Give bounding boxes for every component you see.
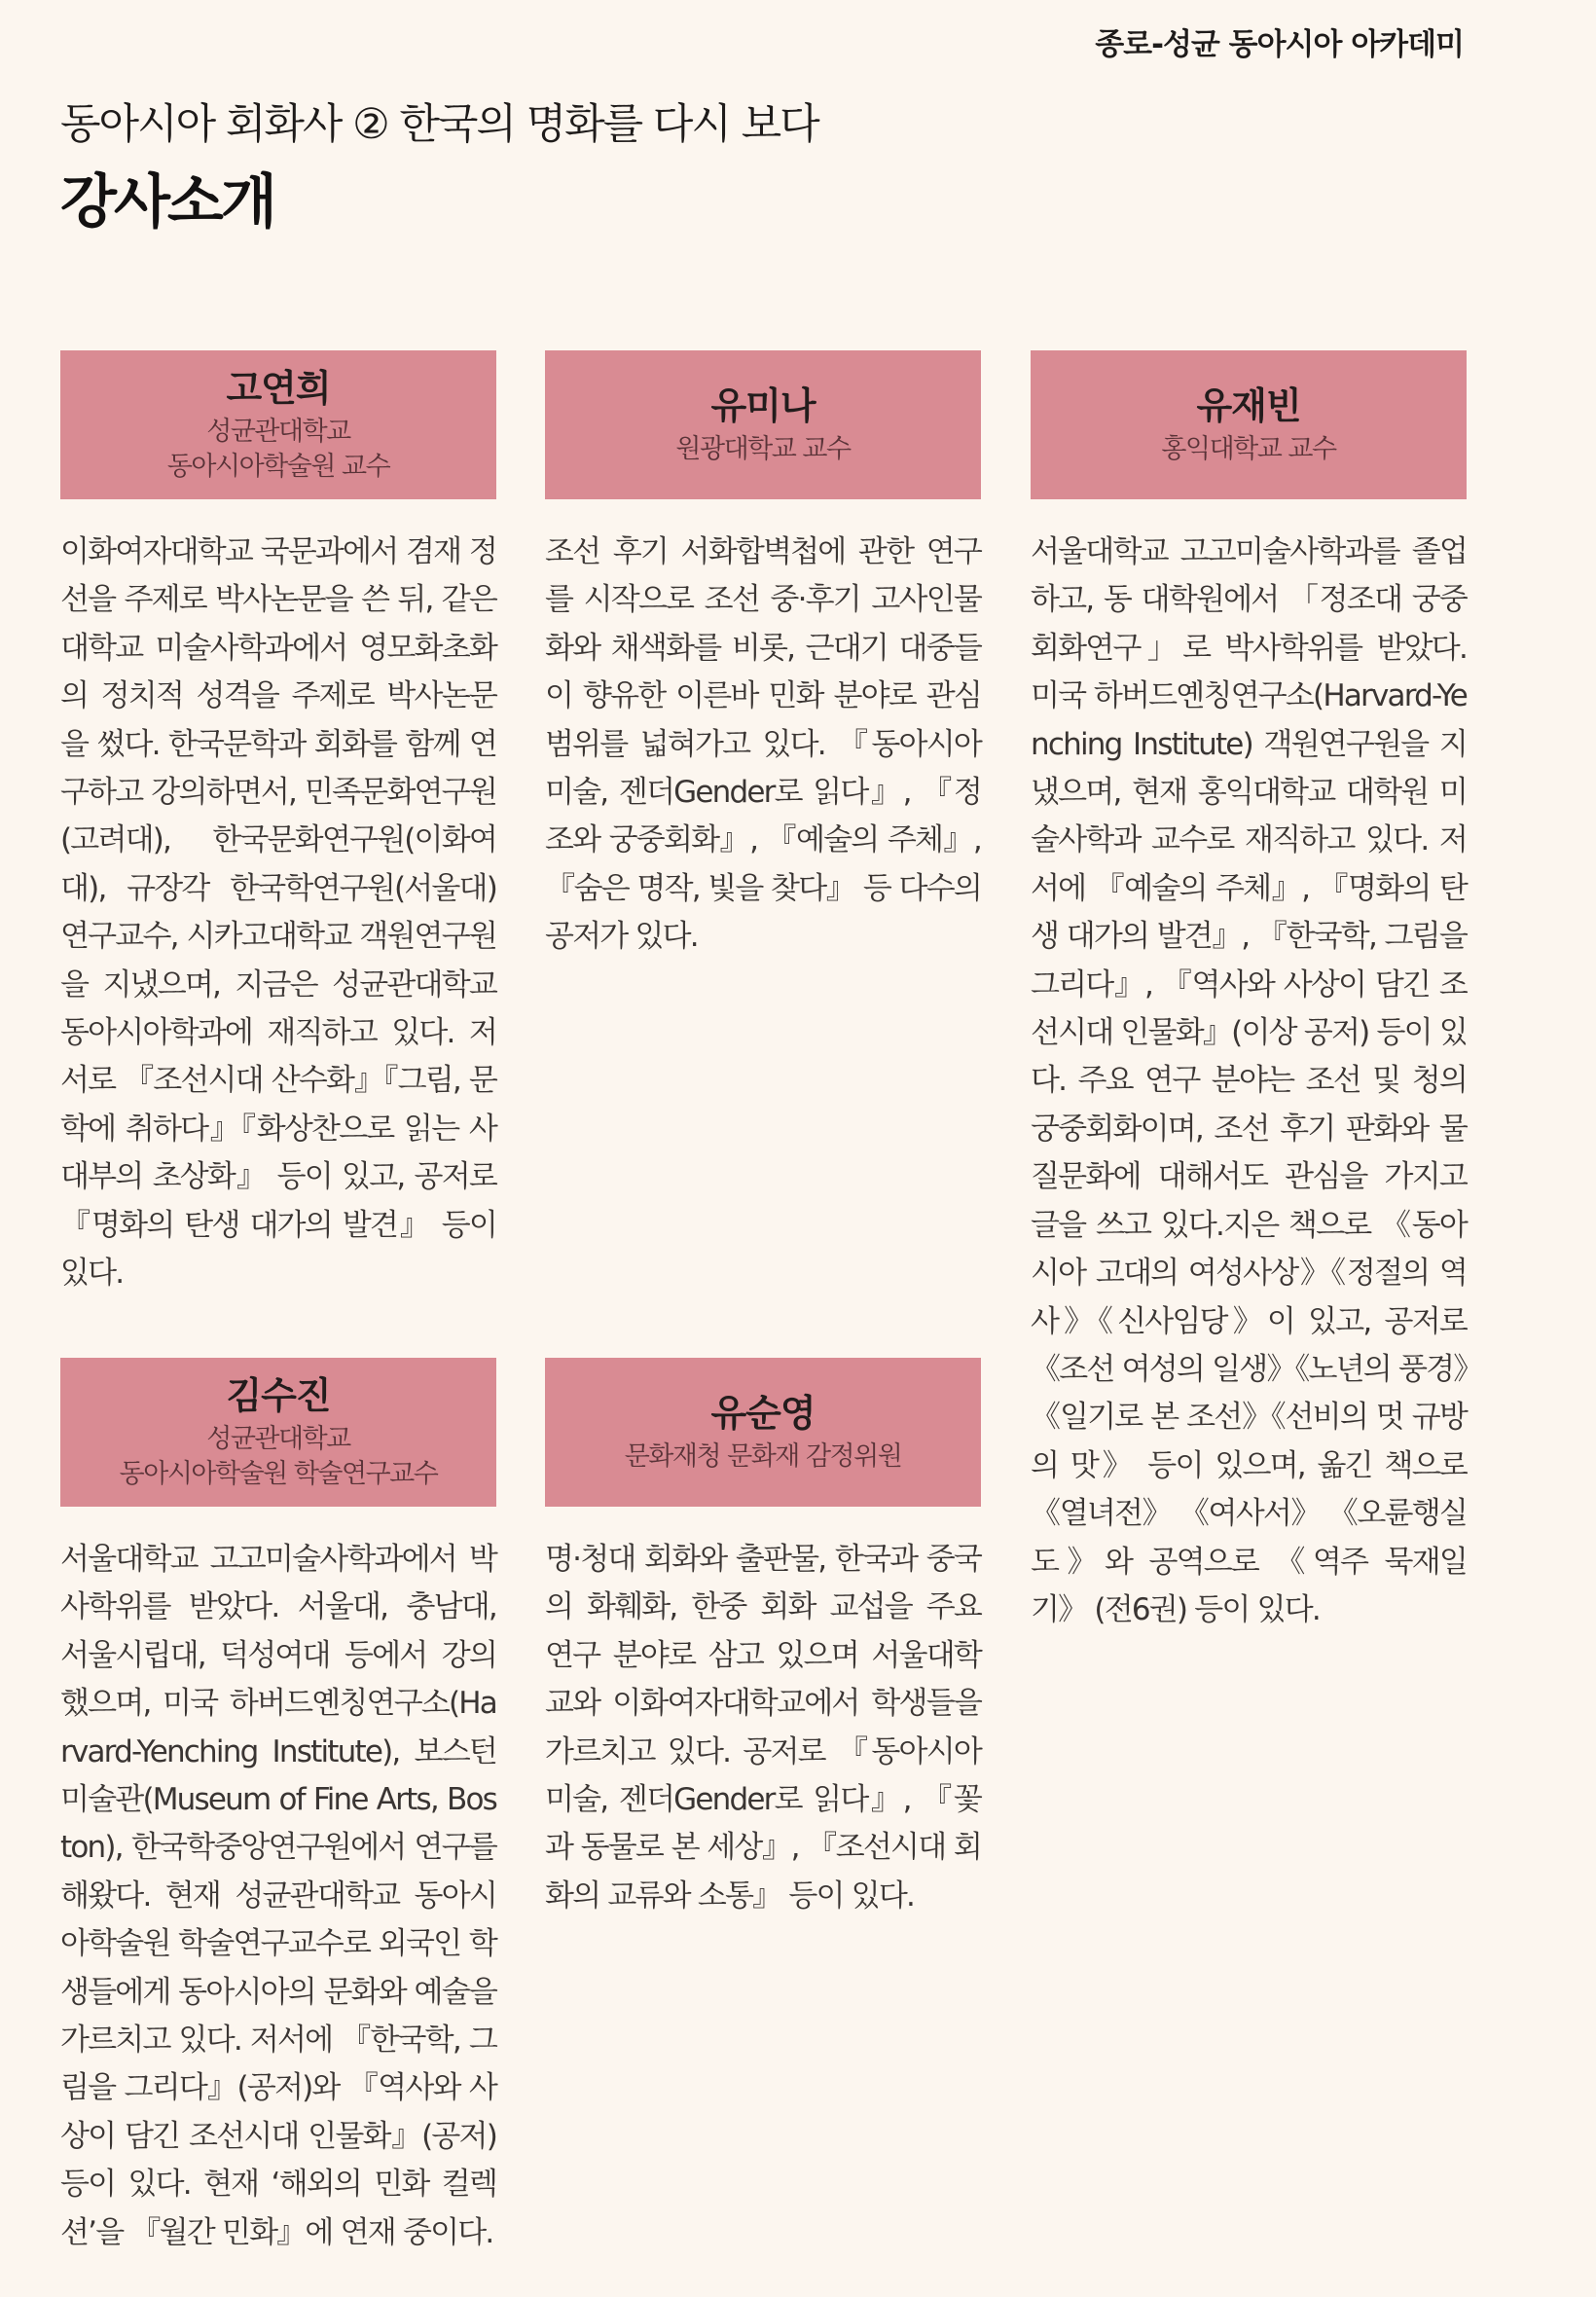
lecturer-affiliation-line: 성균관대학교	[206, 1423, 350, 1454]
lecturer-affiliation-line: 원광대학교 교수	[675, 433, 851, 464]
lecturer-card-yusunyeong	[545, 1358, 981, 1920]
lecturer-name: 김수진	[226, 1373, 331, 1417]
lecturer-name: 유재빈	[1196, 383, 1301, 427]
lecturer-bio: 조선 후기 서화합벽첩에 관한 연구를 시작으로 조선 중·후기 고사인물화와 채색화를 비롯, 근대기 대중들이 향유한 이른바 민화 분야로 관심 범위를 넓혀가고 있다. 『동아시아 미술, 젠더Gender로 읽다』, 『정조와 궁중회화』, 『예술의 주체』, 『숨은 명작, 빛을 찾다』 등 다수의 공저가 있다.	[545, 534, 981, 955]
lecturer-name-box	[1031, 350, 1467, 499]
lecturer-name-box	[545, 350, 981, 499]
lecturer-name-box	[545, 1358, 981, 1507]
lecturer-card-yumina	[545, 350, 981, 962]
lecturer-name-box	[60, 1358, 496, 1507]
lecturer-card-yujaebin	[1031, 350, 1467, 1634]
lecturer-name: 유순영	[710, 1391, 816, 1435]
lecturer-affiliation-line: 동아시아학술원 학술연구교수	[119, 1458, 438, 1489]
series-title: 동아시아 회화사 ② 한국의 명화를 다시 보다	[60, 100, 818, 149]
lecturer-bio: 이화여자대학교 국문과에서 겸재 정선을 주제로 박사논문을 쓴 뒤, 같은 대학교 미술사학과에서 영모화초화의 정치적 성격을 주제로 박사논문을 썼다. 한국문학과 회화를 함께 연구하고 강의하면서, 민족문화연구원(고려대), 한국문화연구원(이화여대), 규장각 한국학연구원(서울대) 연구교수, 시카고대학교 객원연구원을 지냈으며, 지금은 성균관대학교 동아시아학과에 재직하고 있다. 저서로 『조선시대 산수화』『그림, 문학에 취하다』『화상찬으로 읽는 사대부의 초상화』 등이 있고, 공저로 『명화의 탄생 대가의 발견』 등이 있다.	[60, 534, 496, 1292]
lecturer-name-box	[60, 350, 496, 499]
academy-label: 종로-성균 동아시아 아카데미	[1095, 27, 1464, 62]
lecturer-affiliation-line: 동아시아학술원 교수	[166, 451, 390, 482]
lecturer-bio: 명·청대 회화와 출판물, 한국과 중국의 화훼화, 한중 회화 교섭을 주요 연구 분야로 삼고 있으며 서울대학교와 이화여자대학교에서 학생들을 가르치고 있다. 공저로 『동아시아 미술, 젠더Gender로 읽다』, 『꽃과 동물로 본 세상』, 『조선시대 회화의 교류와 소통』 등이 있다.	[545, 1542, 981, 1914]
page-title: 강사소개	[60, 168, 274, 237]
lecturer-name: 고연희	[226, 366, 331, 410]
lecturer-bio: 서울대학교 고고미술사학과를 졸업하고, 동 대학원에서 「정조대 궁중회화연구」로 박사학위를 받았다. 미국 하버드옌칭연구소(Harvard-Yenching Institute) 객원연구원을 지냈으며, 현재 홍익대학교 대학원 미술사학과 교수로 재직하고 있다. 저서에 『예술의 주체』, 『명화의 탄생 대가의 발견』, 『한국학, 그림을 그리다』, 『역사와 사상이 담긴 조선시대 인물화』(이상 공저) 등이 있다. 주요 연구 분야는 조선 및 청의 궁중회화이며, 조선 후기 판화와 물질문화에 대해서도 관심을 가지고 글을 쓰고 있다.지은 책으로 《동아시아 고대의 여성사상》《정절의 역사》《신사임당》이 있고, 공저로 《조선 여성의 일생》《노년의 풍경》《일기로 본 조선》《선비의 멋 규방의 맛》 등이 있으며, 옮긴 책으로 《열녀전》 《여사서》 《오륜행실도》와 공역으로 《역주 묵재일기》 (전6권) 등이 있다.	[1031, 534, 1467, 1627]
lecturer-affiliation-line: 홍익대학교 교수	[1161, 433, 1336, 464]
lecturer-affiliation-line: 문화재청 문화재 감정위원	[624, 1440, 902, 1472]
lecturer-bio: 서울대학교 고고미술사학과에서 박사학위를 받았다. 서울대, 충남대, 서울시립대, 덕성여대 등에서 강의했으며, 미국 하버드옌칭연구소(Harvard-Yenching Institute), 보스턴미술관(Museum of Fine Arts, Boston), 한국학중앙연구원에서 연구를 해왔다. 현재 성균관대학교 동아시아학술원 학술연구교수로 외국인 학생들에게 동아시아의 문화와 예술을 가르치고 있다. 저서에 『한국학, 그림을 그리다』(공저)와 『역사와 사상이 담긴 조선시대 인물화』(공저) 등이 있다. 현재 ‘해외의 민화 컬렉션’을 『월간 민화』에 연재 중이다.	[60, 1542, 496, 2250]
lecturer-name: 유미나	[710, 383, 816, 427]
lecturer-card-gimsujin	[60, 1358, 496, 2257]
lecturer-card-goyeonhui	[60, 350, 496, 1298]
lecturer-affiliation-line: 성균관대학교	[206, 416, 350, 447]
